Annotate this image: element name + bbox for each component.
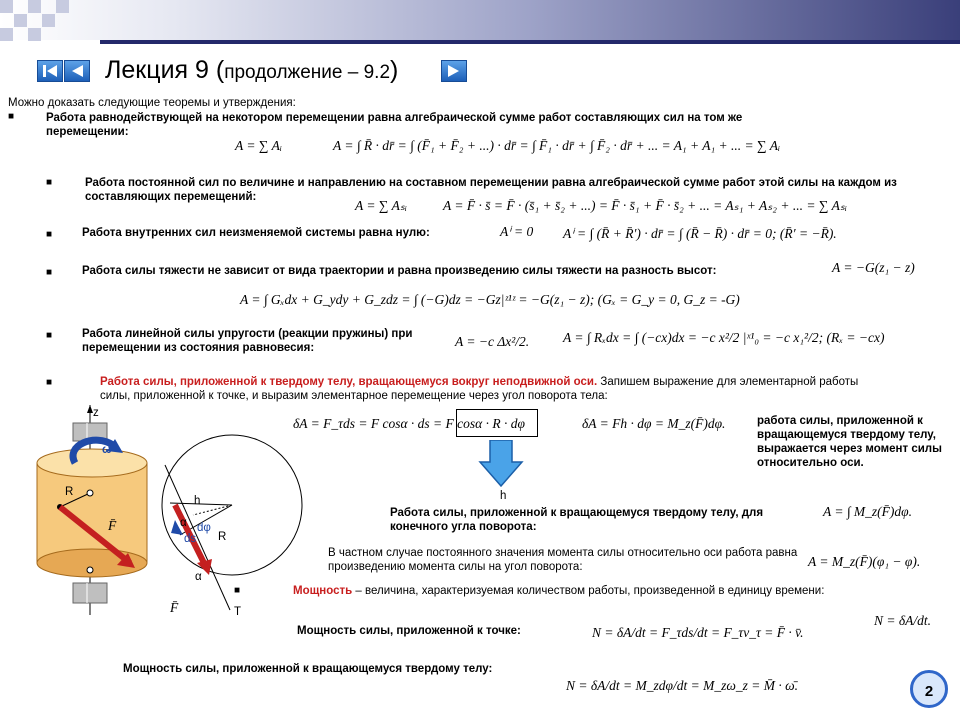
forward-arrow-icon bbox=[442, 61, 466, 81]
z-label: z bbox=[93, 407, 99, 419]
bullet-7: ■ bbox=[234, 585, 241, 596]
finite-angle-text: Работа силы, приложенной к вращающемуся твердому телу, для конечного угла поворота: bbox=[390, 507, 764, 533]
alpha2-label: α bbox=[195, 571, 202, 583]
title-close: ) bbox=[390, 56, 399, 84]
theorem-4-text: Работа силы тяжести не зависит от вида траектории и равна произведению силы тяжести на разность высот: bbox=[82, 265, 717, 277]
prev-slide-button[interactable] bbox=[64, 60, 90, 82]
omega-label: ω bbox=[102, 444, 112, 456]
bullet-5: ■ bbox=[46, 330, 53, 341]
power-word: Мощность bbox=[293, 585, 353, 597]
skip-back-icon bbox=[38, 61, 62, 81]
elementary-work-formula: δA = F_τds = F cosα · ds = F cosα · R · dφ bbox=[293, 416, 525, 431]
page-title bbox=[105, 56, 398, 85]
bullet-2: ■ bbox=[46, 177, 53, 188]
ds-label: ds bbox=[184, 533, 197, 545]
bullet-3: ■ bbox=[46, 229, 53, 240]
dphi-label: dφ bbox=[197, 522, 211, 534]
power-definition bbox=[293, 584, 824, 598]
point-power-formula: N = δA/dt = F_τds/dt = F_τv_τ = F̄ · v̄. bbox=[592, 625, 804, 640]
h-figure-label: h bbox=[194, 495, 201, 507]
rotation-power-formula: N = δA/dt = M_zdφ/dt = M_zω_z = M̄ · ω̄. bbox=[566, 678, 798, 693]
alpha-label: α bbox=[180, 517, 187, 529]
rotation-section-body: Запишем выражение для элементарной работы силы, приложенной к точке, и выразим элементарное перемещение через угол поворота тела: bbox=[100, 376, 859, 402]
theorem-1-text: Работа равнодействующей на некотором перемещении равна алгебраической сумме работ составляющих сил на том же перемещении: bbox=[46, 112, 743, 138]
theorem-3-formula-long: Aⁱ = ∫ (R̄ + R̄′) · dr̄ = ∫ (R̄ − R̄) · dr̄ = 0; (R̄′ = −R̄). bbox=[563, 226, 837, 241]
radius2-label: R bbox=[218, 531, 227, 543]
rotation-section-title: Работа силы, приложенной к твердому телу, вращающемуся вокруг неподвижной оси. bbox=[100, 376, 598, 388]
force-label: F̄ bbox=[108, 518, 117, 533]
theorem-5-formula-short: A = −c Δx²/2. bbox=[455, 334, 530, 349]
header-band bbox=[0, 0, 960, 40]
force2-label: F̄ bbox=[170, 600, 179, 615]
header-line bbox=[100, 40, 960, 44]
theorem-2-text: Работа постоянной сил по величине и направлению на составном перемещении равна алгебраической сумме работ этой силы на каждом из составляющих перемещений: bbox=[85, 177, 897, 203]
next-slide-button[interactable] bbox=[441, 60, 467, 82]
rotation-section-text bbox=[100, 375, 860, 403]
rotation-figure bbox=[25, 405, 305, 615]
rotation-power-text: Мощность силы, приложенной к вращающемуся твердому телу: bbox=[123, 663, 493, 675]
highlight-box bbox=[456, 409, 538, 437]
bullet-4: ■ bbox=[46, 267, 53, 278]
h-label: h bbox=[500, 490, 507, 502]
tangent-label: T bbox=[234, 606, 242, 618]
theorem-4-formula-short: A = −G(z₁ − z) bbox=[832, 260, 915, 275]
constant-moment-text: В частном случае постоянного значения момента силы относительно оси работа равна произведению момента силы на угол поворота: bbox=[328, 547, 798, 573]
title-main: Лекция 9 ( bbox=[105, 56, 225, 84]
theorem-3-text: Работа внутренних сил неизменяемой системы равна нулю: bbox=[82, 227, 430, 239]
page-number: 2 bbox=[910, 670, 948, 708]
theorem-2-formula-short: A = ∑ Aₛᵢ bbox=[355, 198, 408, 213]
moment-work-formula: δA = Fh · dφ = M_z(F̄)dφ. bbox=[582, 416, 726, 431]
theorem-5-text: Работа линейной силы упругости (реакции пружины) при перемещении из состояния равновесия: bbox=[82, 328, 413, 354]
power-definition-body: – величина, характеризуемая количеством работы, произведенной в единицу времени: bbox=[352, 585, 825, 597]
theorem-2-formula-long: A = F̄ · s̄ = F̄ · (s̄₁ + s̄₂ + ...) = F̄ · s̄₁ + F̄ · s̄₂ + ... = Aₛ₁ + Aₛ₂ + ... = ∑ Aₛᵢ bbox=[443, 198, 847, 213]
finite-angle-formula: A = ∫ M_z(F̄)dφ. bbox=[823, 504, 913, 519]
bullet-6: ■ bbox=[46, 377, 53, 388]
title-sub: продолжение – 9.2 bbox=[224, 62, 391, 83]
bullet-1: ■ bbox=[8, 111, 15, 122]
back-arrow-icon bbox=[65, 61, 89, 81]
moment-note-text: работа силы, приложенной к вращающемуся твердому телу, выражается через момент силы относительно оси. bbox=[757, 415, 942, 469]
radius-label: R bbox=[65, 486, 74, 498]
theorem-3-formula-short: Aⁱ = 0 bbox=[500, 224, 534, 239]
theorem-4-formula-long: A = ∫ Gₓdx + G_ydy + G_zdz = ∫ (−G)dz = −Gz|ᶻ¹ᶻ = −G(z₁ − z); (Gₓ = G_y = 0, G_z = -G) bbox=[240, 292, 740, 307]
theorem-5-formula-long: A = ∫ Rₓdx = ∫ (−cx)dx = −c x²/2 |ˣ¹₀ = −c x₁²/2; (Rₓ = −cx) bbox=[563, 330, 885, 345]
theorem-1-formula-long: A = ∫ R̄ · dr̄ = ∫ (F̄₁ + F̄₂ + ...) · dr̄ = ∫ F̄₁ · dr̄ + ∫ F̄₂ · dr̄ + ... = A₁ + A₁ + ... = ∑ Aᵢ bbox=[333, 138, 781, 153]
theorem-1-formula-short: A = ∑ Aᵢ bbox=[235, 138, 282, 153]
down-arrow-icon bbox=[478, 440, 524, 488]
intro-text: Можно доказать следующие теоремы и утверждения: bbox=[8, 97, 296, 109]
power-formula: N = δA/dt. bbox=[874, 613, 932, 628]
constant-moment-formula: A = M_z(F̄)(φ₁ − φ). bbox=[808, 554, 921, 569]
point-power-text: Мощность силы, приложенной к точке: bbox=[297, 625, 521, 637]
first-slide-button[interactable] bbox=[37, 60, 63, 82]
